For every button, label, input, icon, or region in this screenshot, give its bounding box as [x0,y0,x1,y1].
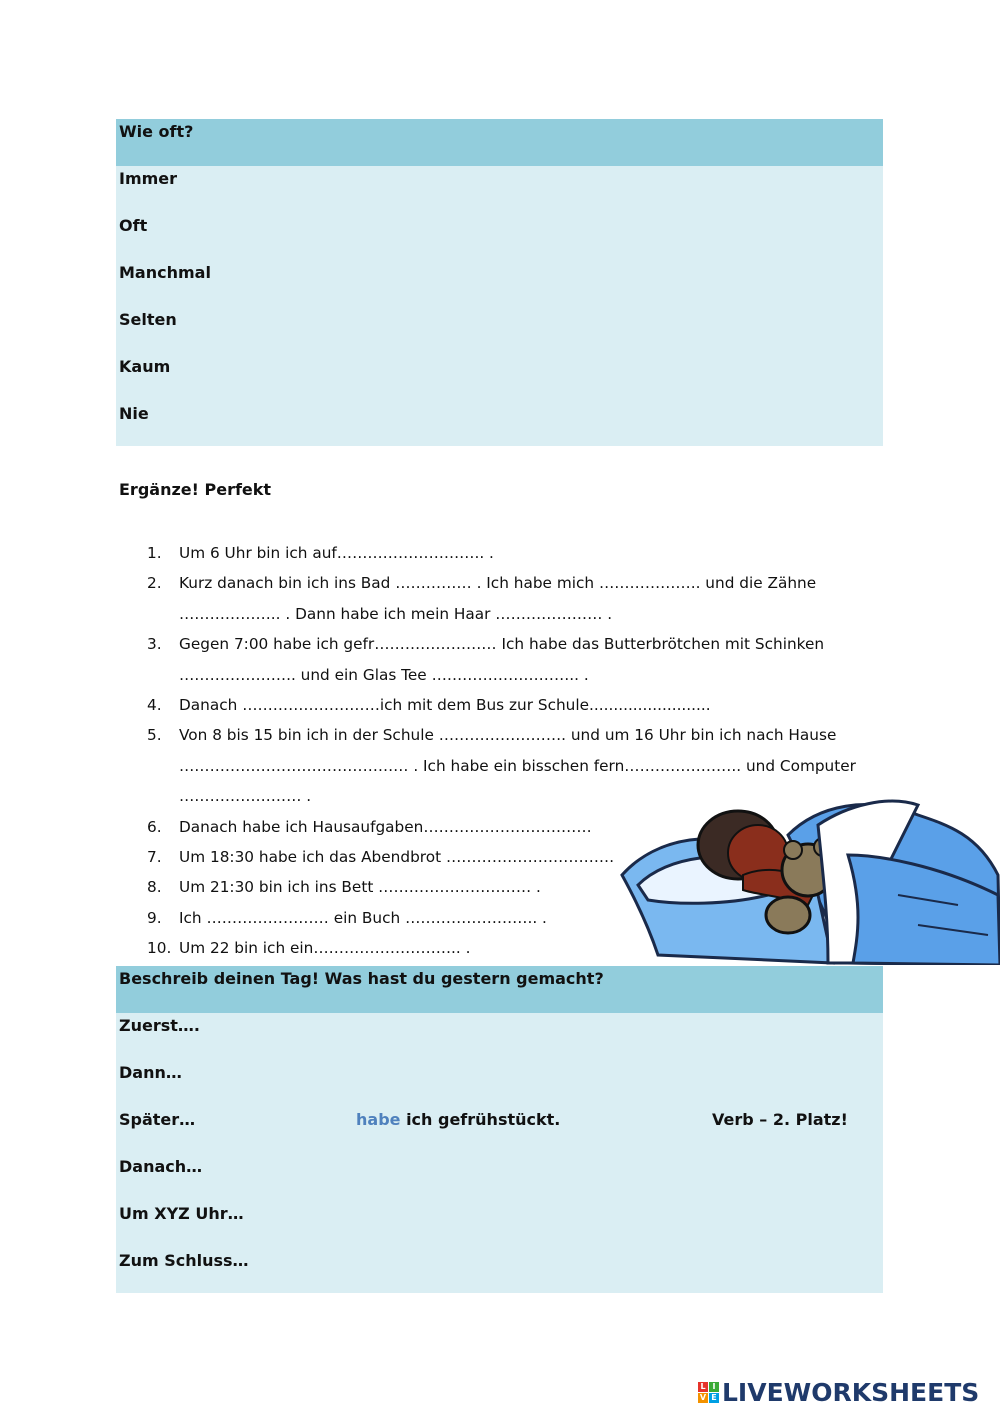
exercise-title: Ergänze! Perfekt [119,480,272,499]
item-number: 4. [147,696,162,715]
item-number: 1. [147,544,162,562]
item-line: Um 22 bin ich ein……………………….. . [179,939,471,958]
logo-text: LIVEWORKSHEETS [722,1378,980,1407]
frequency-row: Manchmal [116,260,883,307]
item-line: Ich …………………… ein Buch …………………….. . [179,908,547,927]
daily-table-header: Beschreib deinen Tag! Was hast du gestern gemacht? [116,966,883,1013]
item-line: Um 6 Uhr bin ich auf……………………….. . [179,544,494,562]
item-line: Um 21:30 bin ich ins Bett ………………………… . [179,878,541,897]
item-line: Um 18:30 habe ich das Abendbrot …………………………… [179,848,615,867]
frequency-row: Nie [116,401,883,446]
daily-row: Dann… [116,1060,883,1107]
frequency-row: Kaum [116,354,883,401]
item-number: 9. [147,908,162,927]
example-sentence [356,1110,560,1129]
item-number: 6. [147,817,162,836]
item-line: Gegen 7:00 habe ich gefr…………………… Ich habe das Butterbrötchen mit Schinken [179,635,825,654]
frequency-row: Oft [116,213,883,260]
daily-row [116,1107,883,1154]
daily-row: Zuerst…. [116,1013,883,1060]
liveworksheets-logo [698,1378,979,1407]
exercise-item [147,690,880,720]
item-line: ……………………………………… . Ich habe ein bisschen fern………………….. und Computer [179,756,856,775]
item-number: 8. [147,878,162,897]
item-number: 5. [147,726,162,745]
daily-row: Danach… [116,1154,883,1201]
daily-table [116,966,883,1293]
item-line: Danach habe ich Hausaufgaben…………………………… [179,817,592,836]
item-number: 3. [147,635,162,654]
item-line: ……………….. . Dann habe ich mein Haar ………………… . [179,604,613,623]
daily-row: Um XYZ Uhr… [116,1201,883,1248]
exercise-item [147,538,880,568]
exercise-item [147,568,880,629]
item-line: Von 8 bis 15 bin ich in der Schule ……………………. und um 16 Uhr bin ich nach Hause [179,726,837,745]
example-verb: habe [356,1110,401,1129]
item-line: …………………… . [179,787,312,806]
frequency-table [116,119,883,446]
item-line: Kurz danach bin ich ins Bad …………… . Ich habe mich ……………….. und die Zähne [179,574,817,593]
item-line: Danach ………………………ich mit dem Bus zur Schule......................... [179,696,711,715]
sleeping-child-illustration [618,795,1000,965]
logo-mark-icon: L I V E [698,1382,719,1403]
item-number: 7. [147,848,162,867]
frequency-row: Immer [116,166,883,213]
frequency-table-header: Wie oft? [116,119,883,166]
example-rest: ich gefrühstückt. [400,1110,561,1129]
frequency-row: Selten [116,307,883,354]
item-number: 10. [147,939,172,958]
item-line: ………………….. und ein Glas Tee ……………………….. . [179,665,589,684]
exercise-item [147,629,880,690]
item-number: 2. [147,574,162,593]
daily-row-label: Später… [119,1110,196,1129]
grammar-note: Verb – 2. Platz! [712,1110,848,1129]
daily-row: Zum Schluss… [116,1248,883,1293]
